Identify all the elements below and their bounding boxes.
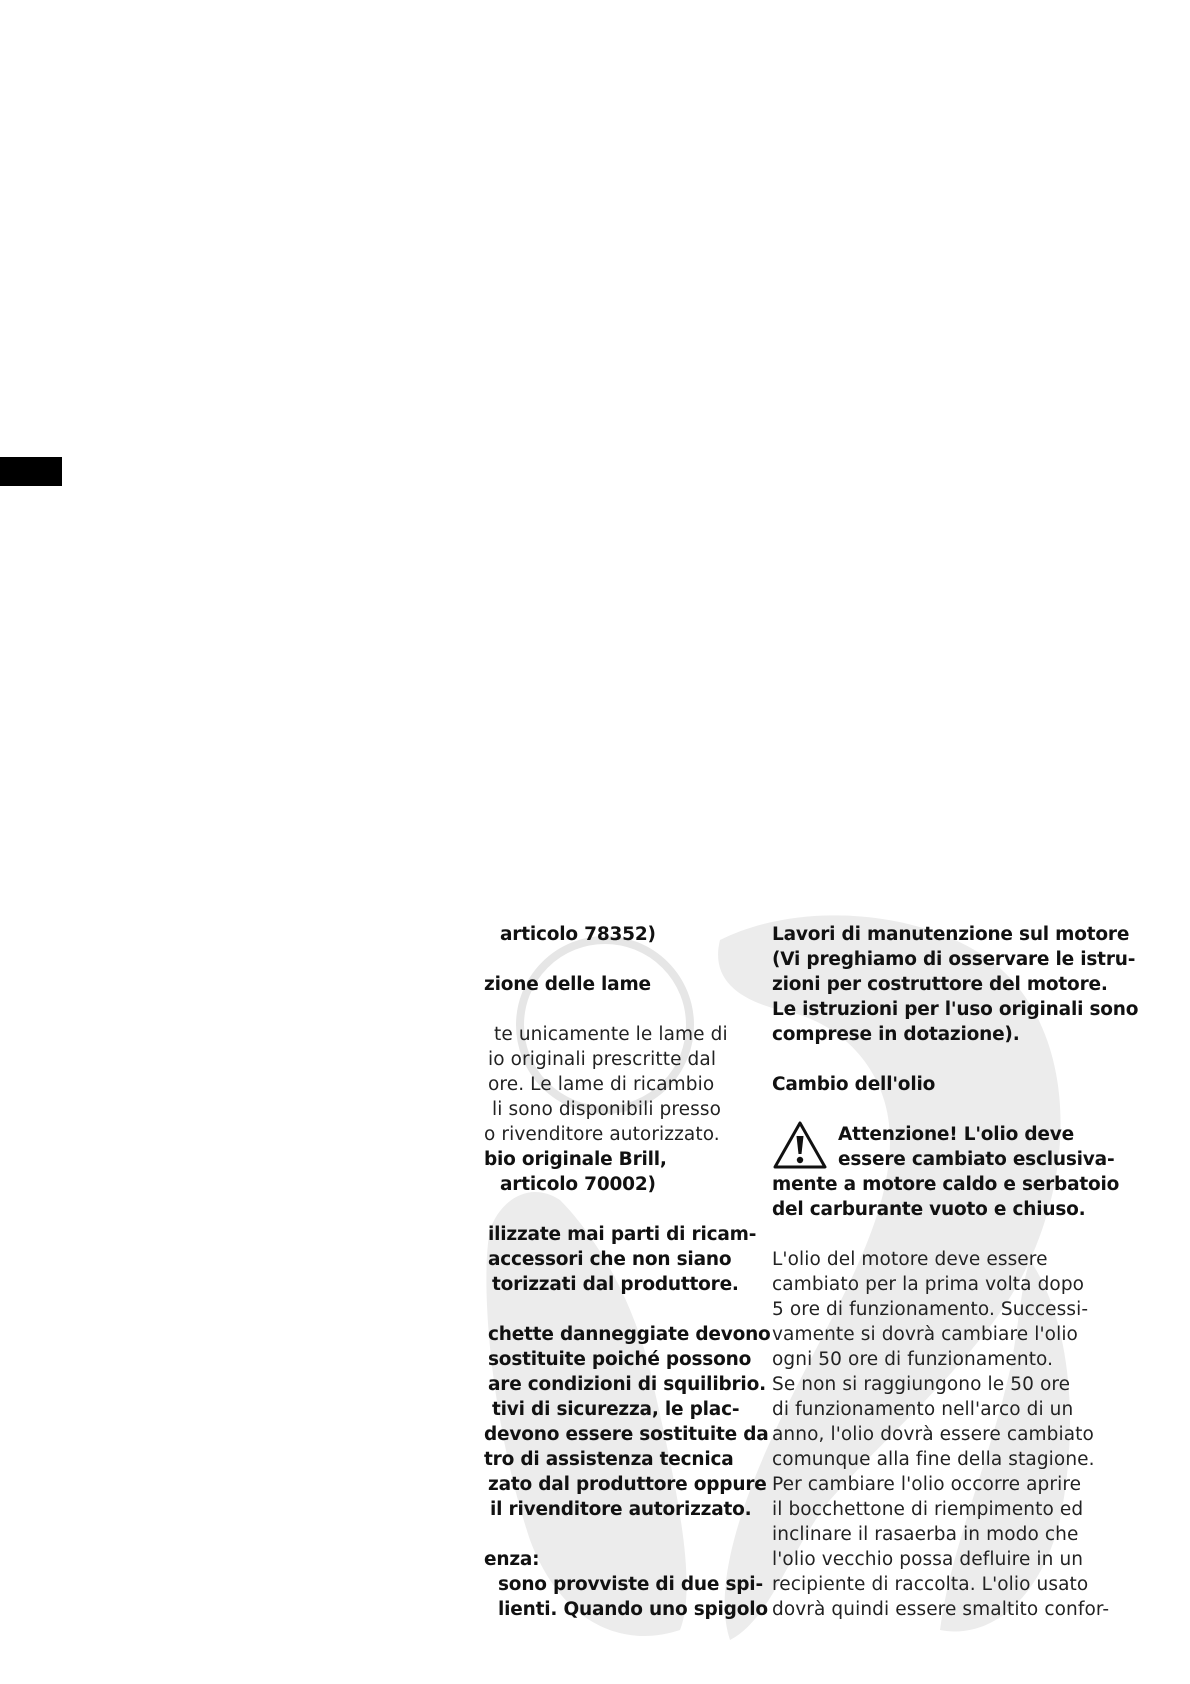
text-line: anno, l'olio dovrà essere cambiato <box>772 1424 1094 1445</box>
text-line: te unicamente le lame di <box>494 1024 728 1045</box>
text-line: Lavori di manutenzione sul motore <box>772 924 1130 945</box>
text-line: tro di assistenza tecnica <box>484 1449 734 1470</box>
text-line: Se non si raggiungono le 50 ore <box>772 1374 1071 1395</box>
text-line: dovrà quindi essere smaltito confor- <box>772 1599 1110 1620</box>
text-line: 5 ore di funzionamento. Successi- <box>772 1299 1089 1320</box>
text-line: zato dal produttore oppure <box>488 1474 767 1495</box>
text-line: (Vi preghiamo di osservare le istru- <box>772 949 1136 970</box>
text-line: comunque alla fine della stagione. <box>772 1449 1095 1470</box>
text-line: L'olio del motore deve essere <box>772 1249 1048 1270</box>
text-line: il bocchettone di riempimento ed <box>772 1499 1084 1520</box>
text-line: ilizzate mai parti di ricam- <box>488 1224 757 1245</box>
text-line: io originali prescritte dal <box>488 1049 717 1070</box>
text-line: recipiente di raccolta. L'olio usato <box>772 1574 1089 1595</box>
text-line: li sono disponibili presso <box>492 1099 722 1120</box>
text-line: o rivenditore autorizzato. <box>484 1124 720 1145</box>
text-line: comprese in dotazione). <box>772 1024 1020 1045</box>
section-tab-marker <box>0 457 62 486</box>
text-line: di funzionamento nell'arco di un <box>772 1399 1074 1420</box>
text-line: sono provviste di due spi- <box>498 1574 763 1595</box>
text-line: cambiato per la prima volta dopo <box>772 1274 1085 1295</box>
text-line: inclinare il rasaerba in modo che <box>772 1524 1079 1545</box>
text-line: zione delle lame <box>484 974 651 995</box>
text-line: accessori che non siano <box>488 1249 732 1270</box>
warning-triangle-icon <box>772 1120 828 1170</box>
text-line: l'olio vecchio possa defluire in un <box>772 1549 1084 1570</box>
text-line: Le istruzioni per l'uso originali sono <box>772 999 1139 1020</box>
text-line: chette danneggiate devono <box>488 1324 771 1345</box>
text-line: articolo 78352) <box>500 924 656 945</box>
text-line: del carburante vuoto e chiuso. <box>772 1199 1086 1220</box>
text-line: zioni per costruttore del motore. <box>772 974 1108 995</box>
text-line: ore. Le lame di ricambio <box>488 1074 715 1095</box>
text-line: enza: <box>484 1549 540 1570</box>
text-line: are condizioni di squilibrio. <box>488 1374 766 1395</box>
text-line: ogni 50 ore di funzionamento. <box>772 1349 1054 1370</box>
text-line: vamente si dovrà cambiare l'olio <box>772 1324 1078 1345</box>
text-line: Attenzione! L'olio deve <box>838 1124 1074 1145</box>
text-line: articolo 70002) <box>500 1174 656 1195</box>
text-line: il rivenditore autorizzato. <box>490 1499 752 1520</box>
text-line: tivi di sicurezza, le plac- <box>492 1399 740 1420</box>
text-line: essere cambiato esclusiva- <box>838 1149 1115 1170</box>
text-line: Cambio dell'olio <box>772 1074 936 1095</box>
text-line: Per cambiare l'olio occorre aprire <box>772 1474 1082 1495</box>
text-line: bio originale Brill, <box>484 1149 667 1170</box>
text-line: sostituite poiché possono <box>488 1349 752 1370</box>
text-line: mente a motore caldo e serbatoio <box>772 1174 1120 1195</box>
text-line: devono essere sostituite da <box>484 1424 769 1445</box>
text-line: torizzati dal produttore. <box>492 1274 739 1295</box>
text-line: lienti. Quando uno spigolo <box>498 1599 768 1620</box>
